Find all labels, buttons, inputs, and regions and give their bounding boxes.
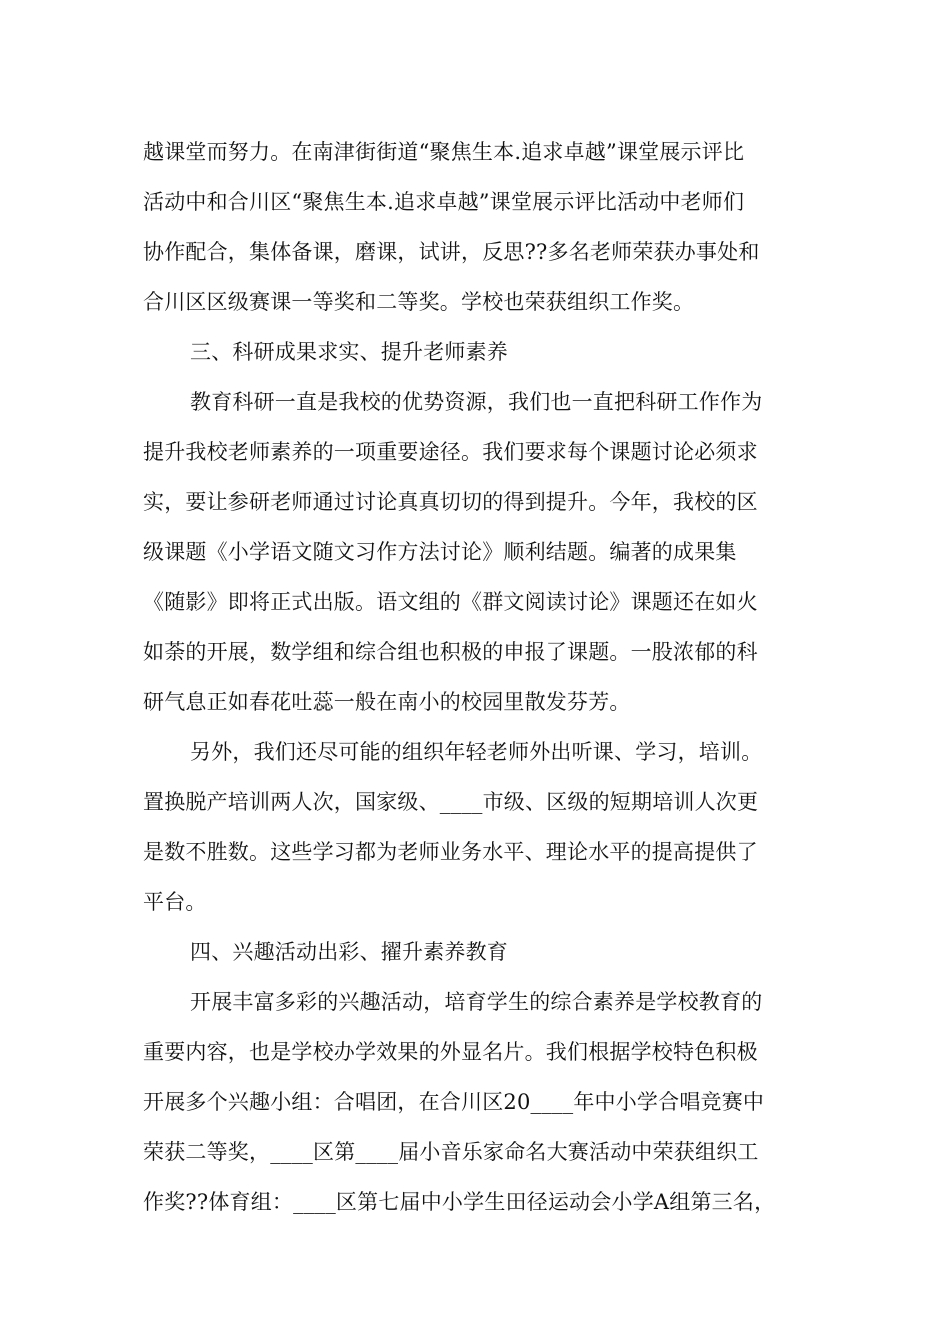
text-line: 协作配合，集体备课，磨课，试讲，反思??多名老师荣获办事处和	[143, 240, 760, 264]
text-line: 是数不胜数。这些学习都为老师业务水平、理论水平的提高提供了	[143, 840, 758, 864]
paragraph-start: 开展丰富多彩的兴趣活动，培育学生的综合素养是学校教育的	[190, 990, 763, 1014]
text-line: 荣获二等奖，____区第____届小音乐家命名大赛活动中荣获组织工	[143, 1140, 759, 1164]
text-line: 如荼的开展，数学组和综合组也积极的申报了课题。一股浓郁的科	[143, 640, 758, 664]
text-line: 重要内容，也是学校办学效果的外显名片。我们根据学校特色积极	[143, 1040, 758, 1064]
text-line: 实，要让参研老师通过讨论真真切切的得到提升。今年，我校的区	[143, 490, 758, 514]
section-heading: 三、科研成果求实、提升老师素养	[190, 340, 508, 364]
text-line: 作奖??体育组：____区第七届中小学生田径运动会小学A组第三名，	[143, 1190, 776, 1214]
text-line: 平台。	[143, 890, 207, 914]
text-line: 级课题《小学语文随文习作方法讨论》顺利结题。编著的成果集	[143, 540, 737, 564]
text-line: 合川区区级赛课一等奖和二等奖。学校也荣获组织工作奖。	[143, 290, 695, 314]
text-line: 活动中和合川区“聚焦生本.追求卓越”课堂展示评比活动中老师们	[143, 190, 745, 214]
paragraph-start: 教育科研一直是我校的优势资源，我们也一直把科研工作作为	[190, 390, 763, 414]
text-line: 开展多个兴趣小组：合唱团，在合川区20____年中小学合唱竞赛中	[143, 1090, 765, 1114]
section-heading: 四、兴趣活动出彩、擢升素养教育	[190, 940, 508, 964]
text-line: 越课堂而努力。在南津街街道“聚焦生本.追求卓越”课堂展示评比	[143, 140, 745, 164]
text-line: 置换脱产培训两人次，国家级、____市级、区级的短期培训人次更	[143, 790, 759, 814]
text-line: 《随影》即将正式出版。语文组的《群文阅读讨论》课题还在如火	[143, 590, 758, 614]
text-line: 研气息正如春花吐蕊一般在南小的校园里散发芬芳。	[143, 690, 631, 714]
paragraph-start: 另外，我们还尽可能的组织年轻老师外出听课、学习，培训。	[190, 740, 763, 764]
text-line: 提升我校老师素养的一项重要途径。我们要求每个课题讨论必须求	[143, 440, 758, 464]
